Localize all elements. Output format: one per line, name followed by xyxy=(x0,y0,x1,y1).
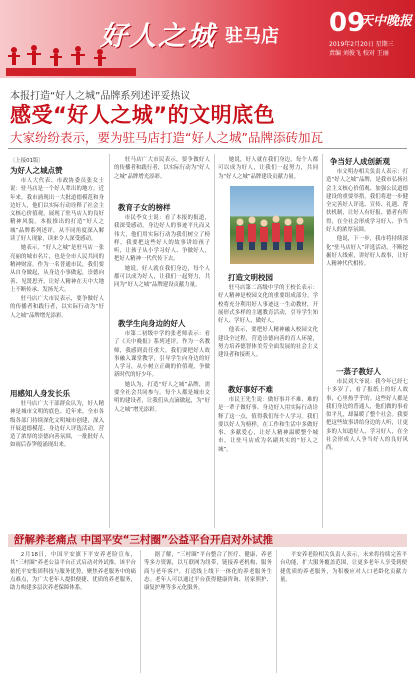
page-banner xyxy=(0,0,415,78)
masthead: 天中晚报 xyxy=(360,14,413,29)
bottom-column-3 xyxy=(280,551,407,673)
article-column-2b xyxy=(114,330,210,526)
bottom-article-title: 舒解养老痛点 中国平安“三村圈”公益平台开启对外试推 xyxy=(14,534,273,546)
page-number: 09 xyxy=(329,8,366,38)
paragraph: 市民李女士说：看了本报的报道，我深受感动。身边好人的事迹平凡而又伟大，他们用实际行动为我们树立了榜样。我要把这些好人的故事讲给孩子听，让孩子从小学习好人、争做好人，把好人精神一代代传下去。 xyxy=(114,215,210,263)
article-column-3b xyxy=(218,396,318,526)
paragraph: 驻马店广大干部群众认为，好人精神是城市文明的底色。近年来，全市各级各部门持续深化文明城市创建，深入开展道德模范、身边好人评选活动，营造了浓厚的崇德向善氛围，一批批好人如雨后春笋般涌现出来。 xyxy=(10,401,104,449)
issue-meta xyxy=(329,40,411,58)
paragraph: 据了解，“三村圈”平台整合了医疗、健康、养老等多方资源，以互联网为纽带，链接养老机构、服务商与老年客户，打造线上线下一体化的养老服务生态。老年人可以通过平台获得健康咨询、居家照护、康复护理等多元化服务。 xyxy=(144,552,272,592)
children-group-photo xyxy=(230,186,314,264)
banner-subtitle: 驻马店 xyxy=(225,26,279,47)
section-title: 为好人之城点赞 xyxy=(10,166,63,175)
paragraph: 她认为，打造“好人之城”品牌，需要全社会共同参与。每个人都是城市文明的建设者，让我们从点滴做起，为“好人之城”增光添彩。 xyxy=(114,381,210,413)
banner-title: 好人之城 xyxy=(100,21,216,52)
article-column-1b xyxy=(10,400,104,526)
section-title: 教育子女的榜样 xyxy=(118,203,171,212)
article-column-3 xyxy=(218,284,318,378)
paragraph: 市民王先生说：做好事并不难，难的是一辈子做好事。身边好人用实际行动诠释了这一点，值得我们每个人学习。我们要以好人为榜样，在工作和生活中多做好事、多献爱心，让好人精神温暖整个城市，让驻马店成为名副其实的“好人之城”。 xyxy=(218,397,318,453)
paragraph: 驻马店第二高级中学的王校长表示：好人精神是校园文化的重要组成部分。学校将充分利用好人事迹这一生动教材，开展形式多样的主题教育活动，引导学生知好人、学好人、做好人。 xyxy=(218,285,318,325)
paragraph: 平安养老险相关负责人表示，未来将持续完善平台功能，扩大服务覆盖范围，让更多老年人享受到便捷优质的养老服务，为积极应对人口老龄化贡献力量。 xyxy=(280,552,407,583)
headline-divider xyxy=(8,148,407,149)
issue-editor: 责编 刘俊飞 校对 王丽 xyxy=(329,50,389,57)
paragraph: 市人大代表、市政协委员张女士说：驻马店是一个好人辈出的地方。近年来，我市涌现出一大批道德模范和身边好人，他们以实际行动诠释了社会主义核心价值观，展现了驻马店人的良好精神风貌。本报推出的打造“好人之城”品牌系列述评，从不同角度深入解读了好人现象，读来令人深受感动。 xyxy=(10,178,104,243)
column-divider xyxy=(140,550,141,673)
paragraph: 2月18日，中国平安旗下平安养老险宣布，其“三村圈”养老公益平台正式启动对外试推。该平台依托平安集团科技与服务优势，聚焦养老服务中的痛点难点，为广大老年人提供便捷、优质的养老服务，助力构建多层次养老保障体系。 xyxy=(10,552,136,592)
article-column-3-top xyxy=(218,156,318,184)
article-column-4b xyxy=(326,378,408,526)
article-column-1 xyxy=(10,177,104,385)
article-lead: 〔上接01版〕 xyxy=(10,158,44,164)
paragraph: 驻马店广大市民表示，要争做好人的传播者和践行者，以实际行动为“好人之城”品牌增光添彩。 xyxy=(114,157,210,180)
section-title: 教好事好不难 xyxy=(228,385,273,394)
section-title: 教学生向身边的好人 xyxy=(118,319,186,328)
section-title: 一蒸子教好人 xyxy=(336,367,381,376)
article-photo xyxy=(230,186,314,264)
column-divider xyxy=(322,154,323,528)
paragraph: 她说，好人就在我们身边，每个人都可以成为好人，让我们一起努力，共同为“好人之城”品牌建设贡献力量。 xyxy=(218,157,318,180)
article-column-4 xyxy=(326,168,408,360)
section-title: 打造文明校园 xyxy=(228,273,273,282)
bottom-column-1 xyxy=(10,551,136,673)
paragraph: 市第二初级中学的张老师表示：看了《天中晚报》系列述评，作为一名教师，我感到责任重大。我们要把好人故事融入课堂教学，引导学生向身边的好人学习，从小树立正确的价值观，争做新时代的好少年。 xyxy=(114,331,210,379)
paragraph: 市民刘大爷说：我今年已经七十多岁了，看了报纸上的好人故事，心里热乎乎的。这些好人都是我们身边的普通人，他们做的事看似平凡，却温暖了整个社会。我要把这些故事讲给身边的人听，让更多的人知道好人、学习好人，在全社会形成人人争当好人的良好风尚。 xyxy=(326,379,408,452)
paragraph: 市文明办相关负责人表示：打造“好人之城”品牌，是我市弘扬社会主义核心价值观、加强公民道德建设的重要举措。我们将进一步健全完善好人评选、宣传、礼遇、帮扶机制，让好人有好报、德者有所得，在全社会形成学习好人、争当好人的浓厚氛围。 xyxy=(326,169,408,234)
section-title: 用感知人身发长乐 xyxy=(10,389,70,398)
paragraph: 他说，下一步，我市将持续深化“驻马店好人”评选活动，不断挖掘好人线索，讲好好人故事，让好人精神代代相传。 xyxy=(326,236,408,268)
paragraph: 她表示，“好人之城”是驻马店一张亮丽的城市名片，也是全市人民共同的精神财富。作为一名普通市民，我们要从自身做起，从身边小事做起，崇德向善、见贤思齐，让好人精神在天中大地上不断传承、发扬光大。 xyxy=(10,245,104,293)
paragraph: 她说，好人就在我们身边，每个人都可以成为好人，让我们一起努力，共同为“好人之城”品牌建设贡献力量。 xyxy=(114,265,210,289)
section-title: 争当好人成创新观 xyxy=(330,157,390,166)
article-headline: 感受“好人之城”的文明底色 xyxy=(10,103,276,127)
paragraph: 驻马店广大市民表示，要争做好人的传播者和践行者，以实际行动为“好人之城”品牌增光添彩。 xyxy=(10,296,104,319)
column-divider xyxy=(276,550,277,673)
article-kicker: 本报打造“好人之城”品牌系列述评妥热议 xyxy=(10,91,191,102)
column-divider xyxy=(214,154,215,528)
article-subhead: 大家纷纷表示，要为驻马店打造“好人之城”品牌添砖加瓦 xyxy=(10,130,323,145)
article-column-2 xyxy=(114,214,210,310)
bottom-column-2 xyxy=(144,551,272,673)
column-divider xyxy=(109,154,110,528)
article-column-2-top xyxy=(114,156,210,196)
paragraph: 他表示，要把好人精神融入校园文化建设全过程，营造崇德向善的育人环境，努力培养德智体美劳全面发展的社会主义建设者和接班人。 xyxy=(218,327,318,359)
issue-date: 2019年2月20日 星期三 xyxy=(329,41,394,48)
